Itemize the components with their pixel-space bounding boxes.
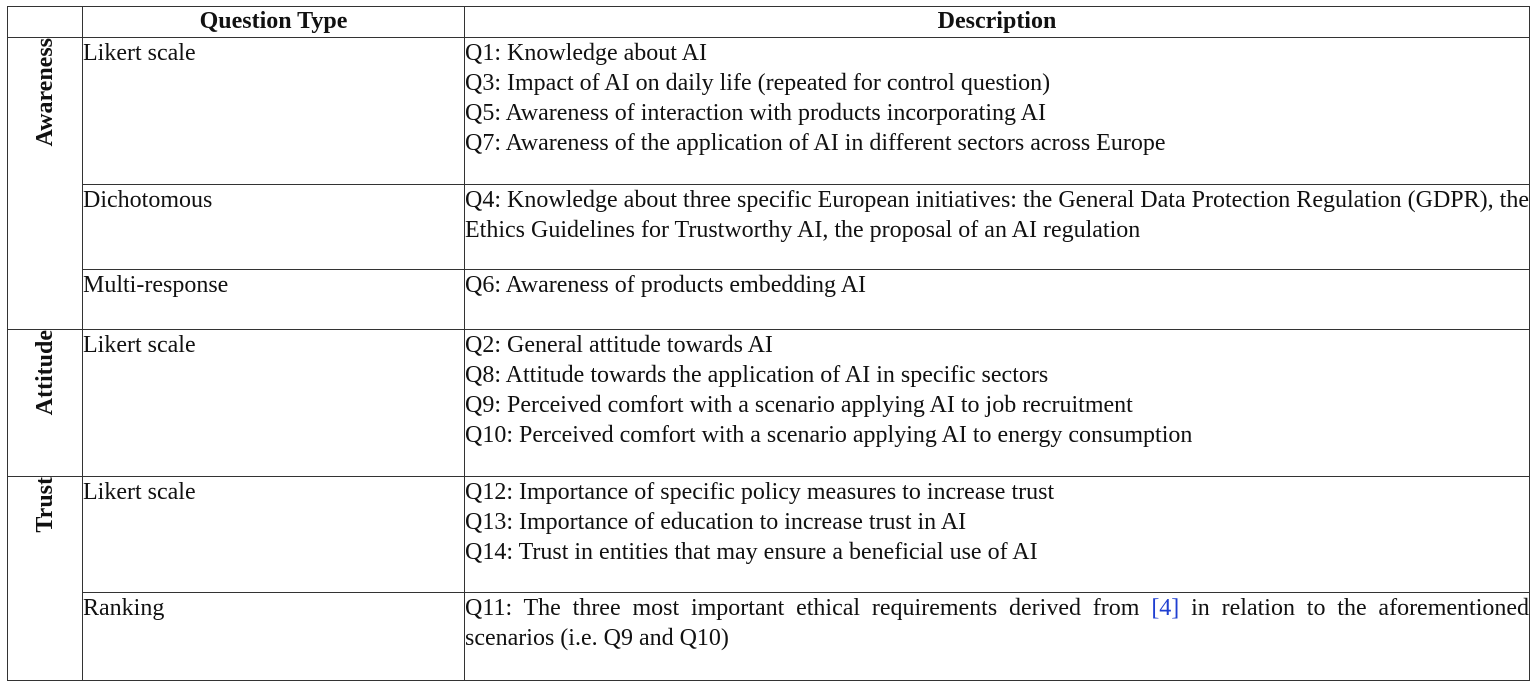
description-line: Q9: Perceived comfort with a scenario applying AI to job recruitment [465, 392, 1133, 419]
table-row [8, 270, 1530, 330]
table-header-row [8, 7, 1530, 38]
description-cell [465, 330, 1530, 476]
description-text: Q4: Knowledge about three specific European initiatives: the General Data Protection Regulation (GDPR), the Ethics Guidelines for Trustworthy AI, the proposal of an AI regulation [465, 187, 1529, 244]
table-row [8, 592, 1530, 680]
description-line: Q10: Perceived comfort with a scenario applying AI to energy consumption [465, 422, 1193, 449]
description-line: Q12: Importance of specific policy measures to increase trust [465, 478, 1055, 505]
description-line: Q1: Knowledge about AI [465, 40, 707, 66]
description-cell [465, 592, 1530, 680]
reference-link[interactable]: [4] [1151, 594, 1180, 621]
header-description: Description [465, 7, 1530, 38]
description-cell [465, 38, 1530, 185]
description-line: Q14: Trust in entities that may ensure a beneficial use of AI [465, 538, 1038, 565]
description-line: Q6: Awareness of products embedding AI [465, 272, 867, 299]
table-row [8, 330, 1530, 476]
question-type-cell: Likert scale [83, 476, 465, 592]
table-row [8, 185, 1530, 270]
description-line: Q3: Impact of AI on daily life (repeated for control question) [465, 70, 1051, 96]
question-type-cell: Dichotomous [83, 185, 465, 270]
description-line: Q5: Awareness of interaction with products incorporating AI [465, 100, 1046, 126]
description-cell [465, 185, 1530, 270]
table-row [8, 38, 1530, 185]
category-label-trust: Trust [32, 476, 58, 533]
question-type-table [7, 6, 1530, 681]
description-cell [465, 270, 1530, 330]
header-corner-cell [8, 7, 83, 38]
category-awareness-cell [8, 38, 83, 330]
question-type-cell: Multi-response [83, 270, 465, 330]
description-line: Q13: Importance of education to increase trust in AI [465, 508, 967, 535]
category-attitude-cell [8, 330, 83, 476]
question-type-cell: Ranking [83, 592, 465, 680]
description-line: Q7: Awareness of the application of AI in different sectors across Europe [465, 130, 1166, 156]
category-label-awareness: Awareness [32, 38, 58, 147]
header-question-type: Question Type [83, 7, 465, 38]
description-text [465, 593, 1529, 653]
description-text-before-ref: Q11: The three most important ethical requirements derived from [465, 594, 1140, 621]
category-trust-cell [8, 476, 83, 680]
description-line: Q2: General attitude towards AI [465, 332, 773, 359]
question-type-cell: Likert scale [83, 38, 465, 185]
category-label-attitude: Attitude [32, 330, 58, 416]
description-text-after-ref: in relation to the aforementioned scenarios (i.e. Q9 and Q10) [465, 594, 1530, 651]
table-row [8, 476, 1530, 592]
description-line: Q8: Attitude towards the application of AI in specific sectors [465, 362, 1049, 389]
description-cell [465, 476, 1530, 592]
question-type-cell: Likert scale [83, 330, 465, 476]
